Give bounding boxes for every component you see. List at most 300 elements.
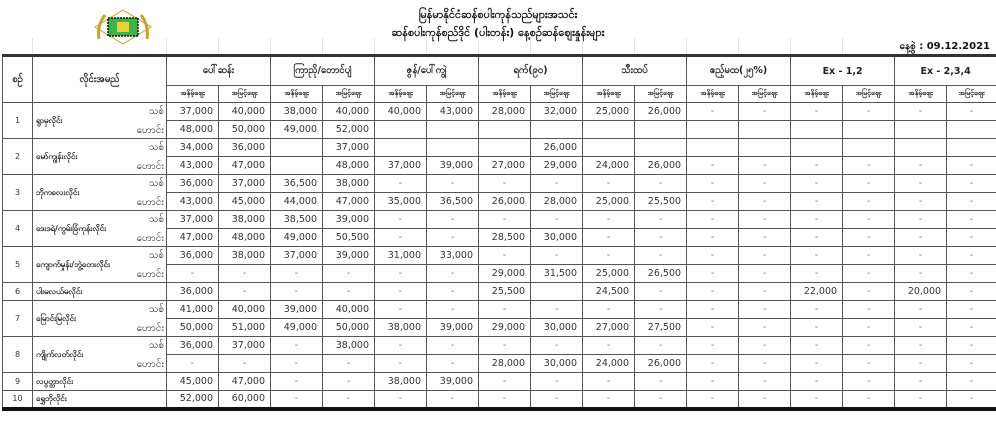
price-cell: 38,000 [323, 175, 375, 193]
price-cell: - [947, 193, 996, 211]
price-cell: - [479, 211, 531, 229]
price-cell: - [739, 265, 791, 283]
new-crop-label: သစ် [148, 214, 164, 225]
price-cell: - [687, 319, 739, 337]
old-crop-label: ဟောင်း [136, 233, 164, 244]
price-cell: - [895, 211, 947, 229]
price-table [2, 54, 996, 411]
price-cell: - [687, 373, 739, 391]
price-cell: - [687, 193, 739, 211]
line-name [33, 301, 167, 337]
line-name-label: ဘိုကလေးလိုင်း [36, 187, 80, 197]
price-cell: - [687, 103, 739, 121]
table-row [3, 337, 996, 355]
high-price-header: အမြင့်ဈေး [947, 86, 996, 103]
high-price-header: အမြင့်ဈေး [635, 86, 687, 103]
price-cell: - [947, 319, 996, 337]
price-cell: - [791, 103, 843, 121]
price-cell [583, 121, 635, 139]
price-cell: - [427, 283, 479, 301]
price-cell: 37,000 [167, 211, 219, 229]
index-header: စဉ် [3, 56, 33, 103]
price-cell: - [843, 265, 895, 283]
price-cell: - [791, 193, 843, 211]
price-cell: 25,000 [583, 103, 635, 121]
price-cell [687, 139, 739, 157]
low-price-header: အနိမ့်ဈေး [271, 86, 323, 103]
price-cell: - [375, 355, 427, 373]
new-crop-label: သစ် [148, 142, 164, 153]
high-price-header: အမြင့်ဈေး [843, 86, 895, 103]
price-cell: - [739, 355, 791, 373]
price-cell: 49,000 [271, 319, 323, 337]
price-cell: - [375, 301, 427, 319]
table-row [3, 103, 996, 121]
price-cell: 25,500 [635, 193, 687, 211]
old-crop-label: ဟောင်း [136, 269, 164, 280]
price-cell: 40,000 [323, 301, 375, 319]
price-cell: - [947, 265, 996, 283]
price-cell: - [583, 373, 635, 391]
price-cell: - [531, 175, 583, 193]
high-price-header: အမြင့်ဈေး [323, 86, 375, 103]
price-cell: 24,000 [583, 157, 635, 175]
price-cell: - [479, 247, 531, 265]
price-cell: 43,000 [167, 157, 219, 175]
price-cell: 29,000 [479, 265, 531, 283]
price-cell: - [687, 175, 739, 193]
line-name-label: လပွတ္တာလိုင်း [36, 376, 74, 386]
price-cell: 31,500 [531, 265, 583, 283]
price-cell: 26,500 [635, 265, 687, 283]
table-row [3, 175, 996, 193]
old-crop-label: ဟောင်း [136, 197, 164, 208]
price-cell: - [843, 247, 895, 265]
price-cell: - [687, 355, 739, 373]
price-cell: - [895, 373, 947, 391]
price-cell: 25,500 [479, 283, 531, 301]
price-cell: 48,000 [167, 121, 219, 139]
price-cell: - [531, 373, 583, 391]
price-cell: - [739, 301, 791, 319]
price-cell: 50,000 [219, 121, 271, 139]
price-cell: 52,000 [167, 391, 219, 409]
price-cell: - [635, 175, 687, 193]
row-index: 10 [3, 391, 33, 409]
price-cell: - [843, 157, 895, 175]
new-crop-label: သစ် [148, 106, 164, 117]
price-cell: - [947, 283, 996, 301]
high-price-header: အမြင့်ဈေး [427, 86, 479, 103]
line-name-label: ရွှေဘိုလိုင်း [36, 393, 67, 403]
old-crop-label: ဟောင်း [136, 125, 164, 136]
row-index: 5 [3, 247, 33, 283]
price-cell: - [635, 211, 687, 229]
report-date: နေ့စွဲ : 09.12.2021 [899, 41, 990, 52]
spreadsheet-gridlines [0, 38, 996, 54]
price-cell: - [271, 391, 323, 409]
table-row [3, 301, 996, 319]
price-cell [635, 139, 687, 157]
price-cell: - [791, 157, 843, 175]
price-cell: 39,000 [427, 157, 479, 175]
report-title: မြန်မာနိုင်ငံဆန်စပါးကုန်သည်များအသင်း [418, 8, 578, 21]
price-cell: 45,000 [167, 373, 219, 391]
price-cell: 48,000 [219, 229, 271, 247]
price-cell: - [687, 301, 739, 319]
price-cell: - [219, 265, 271, 283]
price-cell: - [583, 211, 635, 229]
price-cell: 38,000 [375, 319, 427, 337]
high-price-header: အမြင့်ဈေး [531, 86, 583, 103]
price-cell: - [635, 229, 687, 247]
price-cell: - [687, 211, 739, 229]
price-cell: - [947, 103, 996, 121]
price-cell: - [739, 175, 791, 193]
low-price-header: အနိမ့်ဈေး [375, 86, 427, 103]
price-cell: - [843, 211, 895, 229]
rice-type-header: Ex - 2,3,4 [895, 56, 996, 86]
line-name-label: ကျိုက်လတ်လိုင်း [36, 349, 84, 359]
price-cell: - [687, 283, 739, 301]
price-cell: - [843, 301, 895, 319]
price-cell: - [427, 301, 479, 319]
price-cell [271, 157, 323, 175]
price-cell: 26,000 [635, 355, 687, 373]
row-index: 1 [3, 103, 33, 139]
price-cell [895, 121, 947, 139]
price-cell: 29,000 [479, 319, 531, 337]
price-cell: 26,000 [635, 157, 687, 175]
price-cell: - [375, 175, 427, 193]
price-cell: - [323, 355, 375, 373]
price-cell: 60,000 [219, 391, 271, 409]
high-price-header: အမြင့်ဈေး [739, 86, 791, 103]
rice-type-header: သီးထပ် [583, 56, 687, 86]
price-cell: 38,500 [271, 211, 323, 229]
price-cell: 39,000 [427, 319, 479, 337]
price-cell: - [791, 175, 843, 193]
price-cell [531, 121, 583, 139]
price-cell: 32,000 [531, 103, 583, 121]
price-cell: - [427, 229, 479, 247]
price-cell: - [323, 373, 375, 391]
price-cell [791, 139, 843, 157]
line-name-header: လိုင်းအမည် [33, 56, 167, 103]
price-cell: - [843, 229, 895, 247]
price-cell [947, 139, 996, 157]
price-cell: - [947, 337, 996, 355]
price-cell: - [739, 283, 791, 301]
price-cell: - [583, 247, 635, 265]
old-crop-label: ဟောင်း [136, 323, 164, 334]
price-cell [791, 121, 843, 139]
price-cell: - [843, 193, 895, 211]
price-cell: - [427, 355, 479, 373]
price-cell: - [895, 337, 947, 355]
price-cell: - [531, 391, 583, 409]
price-cell: - [739, 391, 791, 409]
price-cell: - [635, 283, 687, 301]
row-index: 6 [3, 283, 33, 301]
price-cell: - [479, 337, 531, 355]
price-cell: - [791, 211, 843, 229]
line-name-label: မြောင်းမြလိုင်း [36, 313, 77, 323]
price-cell: - [895, 247, 947, 265]
price-cell: - [375, 265, 427, 283]
line-name [33, 283, 167, 301]
price-cell: - [843, 175, 895, 193]
price-cell: - [375, 283, 427, 301]
price-cell: 38,000 [271, 103, 323, 121]
price-cell: - [947, 373, 996, 391]
price-cell: - [791, 337, 843, 355]
price-cell: - [895, 157, 947, 175]
price-cell: - [843, 355, 895, 373]
price-cell: - [843, 391, 895, 409]
price-cell: 27,000 [479, 157, 531, 175]
row-index: 8 [3, 337, 33, 373]
price-cell: 37,000 [323, 139, 375, 157]
line-name-label: ဒေးဒရဲ/ကွမ်းခြံကုန်းလိုင်း [36, 223, 107, 233]
price-cell: - [635, 373, 687, 391]
price-cell: - [167, 265, 219, 283]
price-cell: - [375, 229, 427, 247]
price-cell: 50,000 [323, 319, 375, 337]
price-cell: - [895, 103, 947, 121]
price-cell: 27,000 [583, 319, 635, 337]
row-index: 4 [3, 211, 33, 247]
price-cell: - [843, 373, 895, 391]
price-cell: 47,000 [323, 193, 375, 211]
price-cell: 31,000 [375, 247, 427, 265]
low-price-header: အနိမ့်ဈေး [479, 86, 531, 103]
price-cell: 40,000 [219, 301, 271, 319]
price-cell: - [271, 283, 323, 301]
price-cell: - [427, 391, 479, 409]
price-cell [843, 121, 895, 139]
price-cell: - [375, 211, 427, 229]
low-price-header: အနိမ့်ဈေး [583, 86, 635, 103]
price-cell: 39,000 [323, 211, 375, 229]
rice-type-header: Ex - 1,2 [791, 56, 895, 86]
price-cell: 40,000 [323, 103, 375, 121]
price-cell: - [375, 337, 427, 355]
price-cell: 28,000 [479, 103, 531, 121]
price-cell: - [895, 391, 947, 409]
table-row [3, 373, 996, 391]
row-index: 3 [3, 175, 33, 211]
price-cell: - [427, 211, 479, 229]
price-cell: 37,000 [219, 175, 271, 193]
line-name [33, 103, 167, 139]
price-cell: 36,000 [167, 337, 219, 355]
price-cell [531, 283, 583, 301]
price-cell [687, 121, 739, 139]
price-cell: 30,000 [531, 229, 583, 247]
price-cell: - [583, 175, 635, 193]
price-cell: 44,000 [271, 193, 323, 211]
table-row [3, 211, 996, 229]
price-cell: - [843, 319, 895, 337]
report-subtitle: ဆန်စပါးကုန်စည်ဒိုင် (ပါးတန်း) နေ့စဉ်ဆန်ဈေးနှုန်းများ [391, 26, 605, 39]
price-cell: 50,500 [323, 229, 375, 247]
price-cell [375, 139, 427, 157]
price-cell: 36,000 [167, 247, 219, 265]
price-cell: 36,500 [427, 193, 479, 211]
price-cell: 39,000 [323, 247, 375, 265]
price-cell: - [687, 157, 739, 175]
price-cell: - [843, 103, 895, 121]
price-cell: - [791, 391, 843, 409]
price-cell [427, 121, 479, 139]
price-cell: 29,000 [531, 157, 583, 175]
price-cell: - [427, 175, 479, 193]
price-cell: 43,000 [167, 193, 219, 211]
price-cell: - [583, 337, 635, 355]
price-cell: - [323, 283, 375, 301]
price-cell: 37,000 [167, 103, 219, 121]
price-cell: - [947, 247, 996, 265]
low-price-header: အနိမ့်ဈေး [687, 86, 739, 103]
price-cell: - [635, 337, 687, 355]
line-name [33, 337, 167, 373]
price-cell: 24,500 [583, 283, 635, 301]
line-name [33, 247, 167, 283]
price-cell: - [739, 103, 791, 121]
price-cell: 26,000 [531, 139, 583, 157]
price-cell: - [947, 211, 996, 229]
price-cell: - [947, 301, 996, 319]
price-cell: 52,000 [323, 121, 375, 139]
price-cell: 36,000 [167, 283, 219, 301]
price-cell: 40,000 [375, 103, 427, 121]
price-cell: - [895, 319, 947, 337]
low-price-header: အနိမ့်ဈေး [791, 86, 843, 103]
price-cell: 40,000 [219, 103, 271, 121]
price-cell: 36,000 [167, 175, 219, 193]
table-row [3, 391, 996, 409]
price-cell: 26,000 [479, 193, 531, 211]
price-cell [739, 121, 791, 139]
price-cell: - [479, 175, 531, 193]
price-cell: - [479, 391, 531, 409]
price-cell: 34,000 [167, 139, 219, 157]
new-crop-label: သစ် [148, 340, 164, 351]
price-cell [739, 139, 791, 157]
price-cell: - [895, 301, 947, 319]
rice-type-header: ရက်(၉၀) [479, 56, 583, 86]
price-cell: 28,000 [531, 193, 583, 211]
rice-type-header: ဧည့်မထ(၂၅%) [687, 56, 791, 86]
price-cell: 30,000 [531, 319, 583, 337]
price-cell: - [895, 229, 947, 247]
price-cell: - [739, 319, 791, 337]
price-cell: 37,000 [271, 247, 323, 265]
price-cell: 30,000 [531, 355, 583, 373]
price-cell: - [167, 355, 219, 373]
price-cell: - [219, 355, 271, 373]
price-cell: 37,000 [219, 337, 271, 355]
price-cell: 47,000 [167, 229, 219, 247]
line-name-label: ပါးမလယ်မလိုင်း [36, 286, 83, 296]
price-cell: - [739, 229, 791, 247]
price-cell: - [479, 301, 531, 319]
price-cell: - [843, 283, 895, 301]
price-cell: - [739, 373, 791, 391]
price-cell: 43,000 [427, 103, 479, 121]
price-cell: 51,000 [219, 319, 271, 337]
price-cell [583, 139, 635, 157]
low-price-header: အနိမ့်ဈေး [167, 86, 219, 103]
price-cell [947, 121, 996, 139]
price-cell: 37,000 [375, 157, 427, 175]
price-cell: 41,000 [167, 301, 219, 319]
price-cell: - [323, 391, 375, 409]
price-cell: - [219, 283, 271, 301]
table-row [3, 139, 996, 157]
table-row [3, 283, 996, 301]
price-cell [895, 139, 947, 157]
price-cell: - [427, 337, 479, 355]
rice-type-header: ကြာညို/တောင်ပျံ [271, 56, 375, 86]
price-cell: 50,000 [167, 319, 219, 337]
price-cell: 38,000 [323, 337, 375, 355]
new-crop-label: သစ် [148, 250, 164, 261]
price-cell: - [739, 211, 791, 229]
price-cell: - [843, 337, 895, 355]
price-cell: - [791, 229, 843, 247]
price-cell: 33,000 [427, 247, 479, 265]
price-cell: - [791, 247, 843, 265]
price-cell: - [531, 301, 583, 319]
price-cell: 24,000 [583, 355, 635, 373]
report-header [0, 0, 996, 52]
price-cell: - [947, 391, 996, 409]
old-crop-label: ဟောင်း [136, 161, 164, 172]
price-cell: - [635, 247, 687, 265]
price-cell: - [739, 337, 791, 355]
line-name [33, 373, 167, 391]
price-cell: 35,000 [375, 193, 427, 211]
price-cell: - [739, 247, 791, 265]
price-cell: - [583, 229, 635, 247]
price-cell: - [895, 355, 947, 373]
price-cell: 38,000 [219, 247, 271, 265]
price-cell: 25,000 [583, 193, 635, 211]
high-price-header: အမြင့်ဈေး [219, 86, 271, 103]
price-cell [427, 139, 479, 157]
price-cell [479, 121, 531, 139]
price-cell: - [635, 391, 687, 409]
price-cell: 39,000 [271, 301, 323, 319]
price-cell: - [271, 355, 323, 373]
rice-type-header: ဇွန်/ပေါ်ကျွဲ [375, 56, 479, 86]
price-cell: - [791, 319, 843, 337]
price-cell: - [635, 301, 687, 319]
price-cell: - [895, 175, 947, 193]
line-name [33, 175, 167, 211]
price-cell: - [791, 301, 843, 319]
price-cell: - [895, 265, 947, 283]
price-cell: 45,000 [219, 193, 271, 211]
price-cell: - [479, 373, 531, 391]
price-cell: - [947, 355, 996, 373]
price-cell [479, 139, 531, 157]
new-crop-label: သစ် [148, 304, 164, 315]
price-cell: 39,000 [427, 373, 479, 391]
table-row [3, 247, 996, 265]
